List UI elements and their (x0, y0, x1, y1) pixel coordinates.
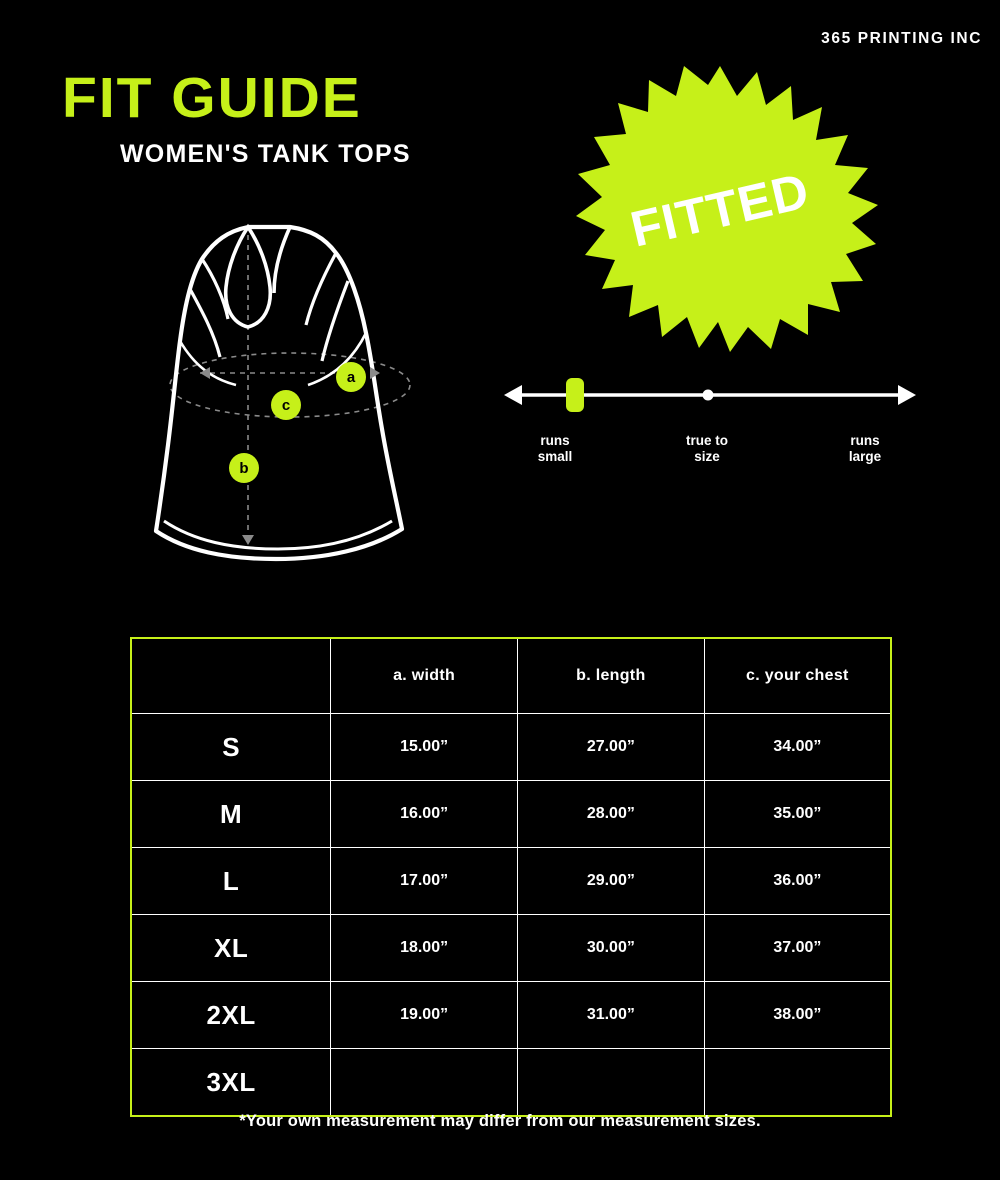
row-width: 16.00” (331, 781, 518, 848)
row-length: 29.00” (517, 848, 704, 915)
row-size: S (131, 714, 331, 781)
fitted-badge (560, 60, 880, 360)
table-row (131, 848, 891, 915)
row-length: 28.00” (517, 781, 704, 848)
fit-scale-marker (566, 378, 584, 412)
page-subtitle: WOMEN'S TANK TOPS (120, 140, 411, 168)
fit-scale-label-true (652, 433, 762, 464)
fit-scale-label-true-line1: true to (686, 433, 728, 448)
size-chart-table (130, 637, 892, 1117)
fit-scale-axis-icon (500, 365, 920, 435)
table-header-length: b. length (517, 638, 704, 714)
fit-scale-label-small-line1: runs (540, 433, 570, 448)
tank-top-icon (140, 215, 470, 605)
brand-name: 365 PRINTING INC (821, 30, 982, 47)
row-chest: 38.00” (704, 982, 891, 1049)
fit-scale-label-large-line1: runs (850, 433, 880, 448)
table-row (131, 982, 891, 1049)
fit-scale (500, 365, 920, 475)
table-row (131, 714, 891, 781)
fit-scale-label-true-line2: size (694, 448, 720, 464)
row-size: 3XL (131, 1049, 331, 1117)
footnote: *Your own measurement may differ from our measurement sizes. (239, 1112, 761, 1130)
row-size: 2XL (131, 982, 331, 1049)
badge-label: FITTED (625, 162, 815, 258)
fit-scale-label-small (500, 433, 610, 464)
table-header-chest: c. your chest (704, 638, 891, 714)
row-width (331, 1049, 518, 1117)
table-header-width: a. width (331, 638, 518, 714)
marker-c: c (271, 390, 301, 420)
table-row (131, 781, 891, 848)
row-size: XL (131, 915, 331, 982)
row-chest (704, 1049, 891, 1117)
row-width: 18.00” (331, 915, 518, 982)
fit-scale-label-large-line2: large (848, 448, 882, 464)
row-size: L (131, 848, 331, 915)
row-length: 30.00” (517, 915, 704, 982)
row-length: 27.00” (517, 714, 704, 781)
row-chest: 37.00” (704, 915, 891, 982)
row-width: 17.00” (331, 848, 518, 915)
row-width: 19.00” (331, 982, 518, 1049)
row-chest: 35.00” (704, 781, 891, 848)
tank-top-diagram (140, 215, 470, 605)
table-header-size (131, 638, 331, 714)
row-length: 31.00” (517, 982, 704, 1049)
table-row (131, 1049, 891, 1117)
row-chest: 36.00” (704, 848, 891, 915)
marker-a: a (336, 362, 366, 392)
starburst-icon (560, 60, 880, 360)
page-title: FIT GUIDE (62, 66, 362, 130)
row-width: 15.00” (331, 714, 518, 781)
row-length (517, 1049, 704, 1117)
table-header-row (131, 638, 891, 714)
table-row (131, 915, 891, 982)
fit-scale-label-large (810, 433, 920, 464)
marker-b: b (229, 453, 259, 483)
fit-scale-label-small-line2: small (537, 448, 573, 464)
row-size: M (131, 781, 331, 848)
row-chest: 34.00” (704, 714, 891, 781)
